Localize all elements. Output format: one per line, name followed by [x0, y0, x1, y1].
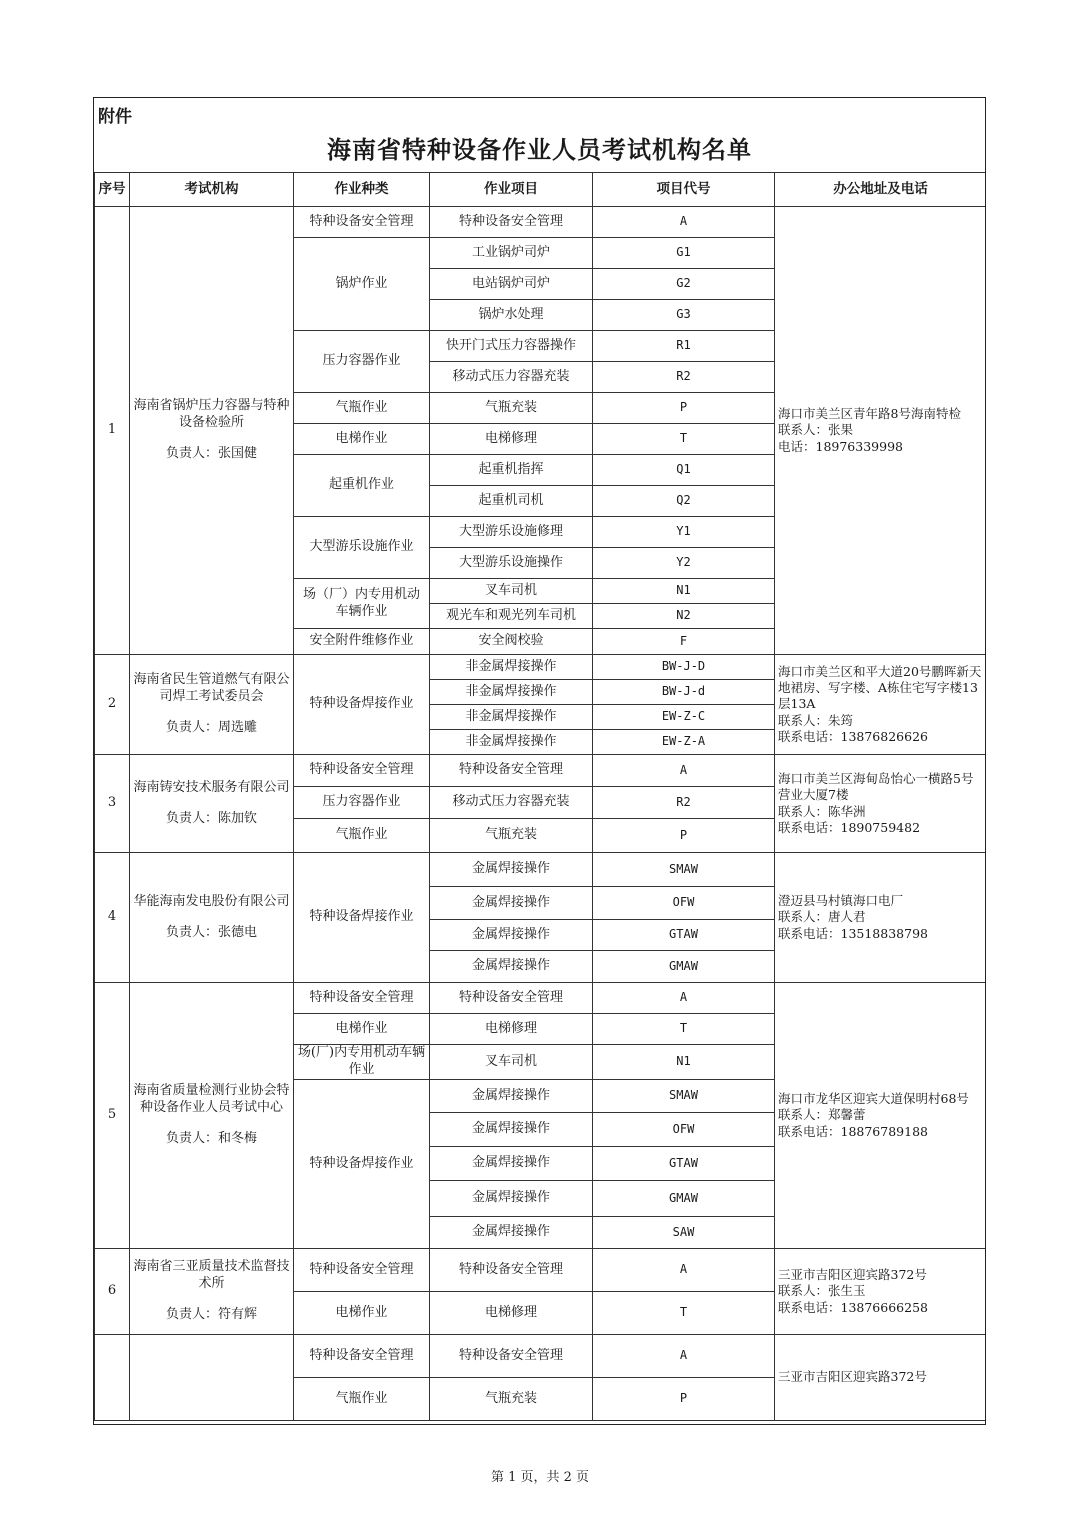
address-line: 电话：18976339998 — [778, 438, 903, 454]
item-code: SMAW — [593, 853, 775, 887]
item-code: SAW — [593, 1217, 775, 1249]
institution-name: 海南省民生管道燃气有限公司焊工考试委员会 — [133, 672, 290, 705]
work-category: 气瓶作业 — [294, 819, 430, 853]
item-code: R1 — [593, 331, 775, 362]
work-item: 电梯修理 — [430, 424, 593, 455]
item-code: T — [593, 1292, 775, 1335]
item-code: G3 — [593, 300, 775, 331]
address-line: 联系人：朱筠 — [778, 712, 854, 728]
work-category: 特种设备安全管理 — [294, 755, 430, 787]
institution-person: 负责人：陈加钦 — [165, 810, 257, 826]
seq-number: 5 — [95, 983, 130, 1249]
item-code: OFW — [593, 1113, 775, 1147]
work-category: 电梯作业 — [294, 1014, 430, 1045]
item-code: EW-Z-C — [593, 705, 775, 730]
work-item: 特种设备安全管理 — [430, 755, 593, 787]
work-item: 大型游乐设施操作 — [430, 548, 593, 579]
seq-number: 6 — [95, 1249, 130, 1335]
item-code: G2 — [593, 269, 775, 300]
work-item: 移动式压力容器充装 — [430, 362, 593, 393]
work-category: 特种设备焊接作业 — [294, 853, 430, 983]
work-item: 特种设备安全管理 — [430, 983, 593, 1014]
item-code: SMAW — [593, 1080, 775, 1113]
exam-institution — [130, 207, 294, 655]
address-line: 联系人：唐人君 — [778, 909, 866, 925]
item-code: N2 — [593, 604, 775, 629]
office-address-contact — [775, 1249, 987, 1335]
work-item: 非金属焊接操作 — [430, 655, 593, 680]
seq-number: 1 — [95, 207, 130, 655]
item-code: Y1 — [593, 517, 775, 548]
work-category: 安全附件维修作业 — [294, 629, 430, 655]
work-item: 非金属焊接操作 — [430, 705, 593, 730]
table-row — [95, 655, 987, 680]
item-code: N1 — [593, 1045, 775, 1080]
work-item: 工业锅炉司炉 — [430, 238, 593, 269]
work-category: 电梯作业 — [294, 424, 430, 455]
item-code: A — [593, 983, 775, 1014]
item-code: BW-J-d — [593, 680, 775, 705]
address-line: 海口市龙华区迎宾大道保明村68号 — [778, 1091, 969, 1107]
header-cell: 作业种类 — [294, 173, 430, 207]
address-line: 联系人：郑馨蕾 — [778, 1107, 866, 1123]
institution-name: 海南省锅炉压力容器与特种设备检验所 — [133, 398, 290, 431]
work-item: 电梯修理 — [430, 1292, 593, 1335]
work-item: 气瓶充装 — [430, 393, 593, 424]
item-code: A — [593, 755, 775, 787]
institution-name: 海南铸安技术服务有限公司 — [133, 779, 290, 795]
item-code: R2 — [593, 787, 775, 819]
office-address-contact — [775, 207, 987, 655]
institution-person: 负责人：张德电 — [165, 924, 257, 940]
item-code: P — [593, 1378, 775, 1421]
header-cell: 办公地址及电话 — [775, 173, 987, 207]
address-line: 海口市美兰区和平大道20号鹏晖新天地裙房、写字楼、A栋住宅写字楼13层13A — [778, 663, 982, 712]
work-item: 金属焊接操作 — [430, 1217, 593, 1249]
work-category: 特种设备焊接作业 — [294, 1080, 430, 1249]
page-title: 海南省特种设备作业人员考试机构名单 — [327, 135, 752, 164]
work-item: 安全阀校验 — [430, 629, 593, 655]
work-item: 气瓶充装 — [430, 1378, 593, 1421]
work-category: 电梯作业 — [294, 1292, 430, 1335]
work-item: 非金属焊接操作 — [430, 680, 593, 705]
item-code: GTAW — [593, 920, 775, 951]
institution-name: 海南省三亚质量技术监督技术所 — [133, 1259, 290, 1292]
item-code: P — [593, 393, 775, 424]
address-line: 联系人：张果 — [778, 422, 854, 438]
work-item: 特种设备安全管理 — [430, 1249, 593, 1292]
work-category: 锅炉作业 — [294, 238, 430, 331]
seq-number: 4 — [95, 853, 130, 983]
work-category: 特种设备安全管理 — [294, 983, 430, 1014]
work-item: 移动式压力容器充装 — [430, 787, 593, 819]
work-item: 金属焊接操作 — [430, 1147, 593, 1181]
item-code: P — [593, 819, 775, 853]
office-address-contact — [775, 655, 987, 755]
table-header-row — [95, 173, 987, 207]
table-row — [95, 755, 987, 787]
address-line: 联系电话：1890759482 — [778, 819, 921, 835]
work-category: 场（厂）内专用机动车辆作业 — [294, 579, 430, 629]
exam-institution — [130, 1249, 294, 1335]
work-category: 特种设备安全管理 — [294, 1249, 430, 1292]
exam-institution — [130, 655, 294, 755]
table-row — [95, 853, 987, 887]
work-item: 金属焊接操作 — [430, 920, 593, 951]
address-line: 联系电话：13518838798 — [778, 925, 928, 941]
item-code: F — [593, 629, 775, 655]
page-footer: 第 1 页，共 2 页 — [490, 1470, 590, 1485]
work-item: 特种设备安全管理 — [430, 1335, 593, 1378]
work-item: 起重机指挥 — [430, 455, 593, 486]
item-code: A — [593, 1335, 775, 1378]
office-address-contact — [775, 853, 987, 983]
item-code: OFW — [593, 887, 775, 920]
work-item: 电站锅炉司炉 — [430, 269, 593, 300]
work-item: 电梯修理 — [430, 1014, 593, 1045]
table-row — [95, 1335, 987, 1378]
work-item: 金属焊接操作 — [430, 1181, 593, 1217]
work-category: 压力容器作业 — [294, 787, 430, 819]
item-code: A — [593, 1249, 775, 1292]
work-item: 观光车和观光列车司机 — [430, 604, 593, 629]
work-category: 特种设备焊接作业 — [294, 655, 430, 755]
work-category: 场(厂)内专用机动车辆作业 — [294, 1045, 430, 1080]
institution-name: 海南省质量检测行业协会特种设备作业人员考试中心 — [133, 1083, 290, 1116]
item-code: Q2 — [593, 486, 775, 517]
institution-table — [94, 172, 986, 1421]
item-code: N1 — [593, 579, 775, 604]
work-item: 大型游乐设施修理 — [430, 517, 593, 548]
header-cell: 项目代号 — [593, 173, 775, 207]
header-cell: 序号 — [95, 173, 130, 207]
work-category: 起重机作业 — [294, 455, 430, 517]
office-address-contact — [775, 755, 987, 853]
table-row — [95, 983, 987, 1014]
work-item: 特种设备安全管理 — [430, 207, 593, 238]
table-body — [95, 207, 987, 1421]
item-code: GMAW — [593, 1181, 775, 1217]
document-sheet — [93, 97, 986, 1425]
work-item: 金属焊接操作 — [430, 951, 593, 983]
exam-institution — [130, 853, 294, 983]
address-line: 澄迈县马村镇海口电厂 — [778, 893, 904, 909]
office-address-contact — [775, 983, 987, 1249]
item-code: G1 — [593, 238, 775, 269]
work-item: 快开门式压力容器操作 — [430, 331, 593, 362]
exam-institution — [130, 1335, 294, 1421]
institution-person: 负责人：和冬梅 — [165, 1130, 257, 1146]
item-code: T — [593, 424, 775, 455]
annex-label: 附件 — [98, 107, 132, 127]
work-category: 特种设备安全管理 — [294, 207, 430, 238]
item-code: GMAW — [593, 951, 775, 983]
address-line: 海口市美兰区海甸岛怡心一横路5号营业大厦7楼 — [778, 771, 974, 803]
work-item: 起重机司机 — [430, 486, 593, 517]
seq-number — [95, 1335, 130, 1421]
work-category: 大型游乐设施作业 — [294, 517, 430, 579]
address-line: 海口市美兰区青年路8号海南特检 — [778, 406, 961, 422]
work-item: 金属焊接操作 — [430, 1080, 593, 1113]
exam-institution — [130, 755, 294, 853]
work-category: 压力容器作业 — [294, 331, 430, 393]
institution-person: 负责人：符有辉 — [165, 1306, 257, 1322]
item-code: R2 — [593, 362, 775, 393]
address-line: 三亚市吉阳区迎宾路372号 — [778, 1369, 927, 1385]
institution-person: 负责人：周选雕 — [165, 719, 257, 735]
work-item: 气瓶充装 — [430, 819, 593, 853]
institution-name: 华能海南发电股份有限公司 — [133, 893, 290, 909]
seq-number: 2 — [95, 655, 130, 755]
address-line: 联系电话：13876666258 — [778, 1299, 928, 1315]
work-item: 锅炉水处理 — [430, 300, 593, 331]
work-item: 金属焊接操作 — [430, 853, 593, 887]
work-category: 气瓶作业 — [294, 1378, 430, 1421]
address-line: 联系电话：18876789188 — [778, 1123, 928, 1139]
item-code: GTAW — [593, 1147, 775, 1181]
item-code: EW-Z-A — [593, 730, 775, 755]
address-line: 联系电话：13876826626 — [778, 728, 928, 744]
exam-institution — [130, 983, 294, 1249]
table-row — [95, 207, 987, 238]
item-code: BW-J-D — [593, 655, 775, 680]
work-item: 非金属焊接操作 — [430, 730, 593, 755]
office-address-contact — [775, 1335, 987, 1421]
table-row — [95, 1249, 987, 1292]
institution-person: 负责人：张国健 — [165, 445, 257, 461]
header-cell: 作业项目 — [430, 173, 593, 207]
work-item: 叉车司机 — [430, 579, 593, 604]
item-code: A — [593, 207, 775, 238]
work-item: 金属焊接操作 — [430, 887, 593, 920]
work-category: 气瓶作业 — [294, 393, 430, 424]
item-code: Q1 — [593, 455, 775, 486]
address-line: 联系人：张生玉 — [778, 1283, 866, 1299]
work-item: 金属焊接操作 — [430, 1113, 593, 1147]
header-cell: 考试机构 — [130, 173, 294, 207]
seq-number: 3 — [95, 755, 130, 853]
item-code: T — [593, 1014, 775, 1045]
address-line: 联系人：陈华洲 — [778, 803, 866, 819]
address-line: 三亚市吉阳区迎宾路372号 — [778, 1267, 927, 1283]
work-category: 特种设备安全管理 — [294, 1335, 430, 1378]
item-code: Y2 — [593, 548, 775, 579]
work-item: 叉车司机 — [430, 1045, 593, 1080]
